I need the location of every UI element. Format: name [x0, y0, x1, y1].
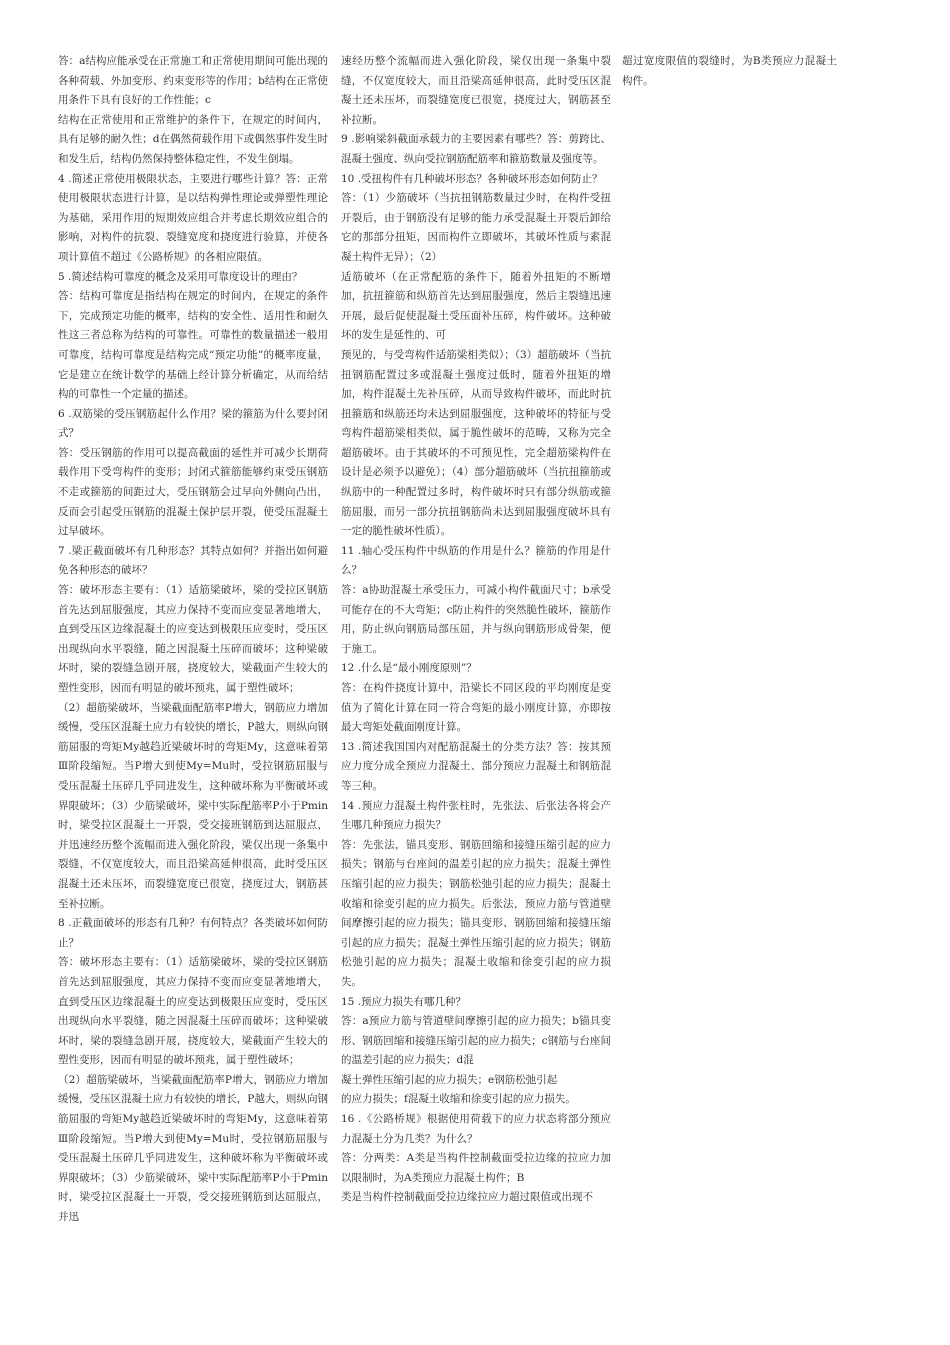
text-column-left [58, 52, 328, 1228]
paragraph: 的应力损失；f混凝土收缩和徐变引起的应力损失。 [341, 1093, 576, 1106]
paragraph: 9 .影响梁斜截面承载力的主要因素有哪些？答：剪跨比、混凝土强度、纵向受拉钢筋配筋率和箍筋数量及强度等。 [341, 133, 611, 165]
paragraph: 4 .简述正常使用极限状态，主要进行哪些计算？答：正常使用极限状态进行计算，是以结构弹性理论或弹塑性理论为基础，采用作用的短期效应组合并考虑长期效应组合的影响，对构件的抗裂、裂缝宽度和挠度进行验算，并使各项计算值不超过《公路桥规》的各相应限值。 [58, 172, 328, 263]
paragraph: 超过宽度限值的裂缝时，为B类预应力混凝土构件。 [622, 55, 837, 87]
paragraph: 8 .正截面破坏的形态有几种？有何特点？各类破坏如何防止？ [58, 917, 328, 949]
paragraph: 答：a结构应能承受在正常施工和正常使用期间可能出现的各种荷载、外加变形、约束变形等的作用；b结构在正常使用条件下具有良好的工作性能；c [58, 55, 328, 107]
text-column-right [622, 52, 837, 91]
paragraph: 7 .梁正截面破坏有几种形态？其特点如何？并指出如何避免各种形态的破坏？ [58, 544, 328, 577]
paragraph: 答：分两类：A类是当构件控制截面受拉边缘的拉应力加以限制时，为A类预应力混凝土构件；B [341, 1152, 611, 1184]
paragraph: 14 .预应力混凝土构件张柱时，先张法、后张法各将会产生哪几种预应力损失？ [341, 799, 611, 832]
paragraph: 答：破坏形态主要有：（1）适筋梁破坏，梁的受拉区钢筋首先达到屈服强度，其应力保持不变而应变显著地增大，直到受压区边缘混凝土的应变达到极限压应变时，受压区出现纵向水平裂缝，随之因混凝土压碎而破坏；这种梁破坏时，梁的裂缝急剧开展，挠度较大，梁截面产生较大的塑性变形，因而有明显的破坏预兆，属于塑性破坏； [58, 956, 328, 1067]
paragraph: 答：先张法，锚具变形、钢筋回缩和接缝压缩引起的应力损失；钢筋与台座间的温差引起的应力损失；混凝土弹性压缩引起的应力损失；钢筋松弛引起的应力损失；混凝土收缩和徐变引起的应力损失。后张法，预应力筋与管道壁间摩擦引起的应力损失；锚具变形、钢筋回缩和接缝压缩引起的应力损失；混凝土弹性压缩引起的应力损失；钢筋松弛引起的应力损失；混凝土收缩和徐变引起的应力损失。 [341, 838, 611, 988]
paragraph: 答：（1）少筋破坏（当抗扭钢筋数量过少时，在构件受扭开裂后，由于钢筋没有足够的能力承受混凝土开裂后卸给它的那部分扭矩，因而构件立即破坏，其破坏性质与素混凝土构件无异）；（2） [341, 192, 611, 263]
paragraph: 适筋破坏（在正常配筋的条件下，随着外扭矩的不断增加，抗扭箍筋和纵筋首先达到屈服强度，然后主裂缝迅速开展，最后促使混凝土受压面补压碎，构件破坏。这种破坏的发生是延性的、可 [341, 270, 611, 342]
paragraph: 10 .受扭构件有几种破坏形态？各种破坏形态如何防止？ [341, 172, 603, 185]
paragraph: 15 .预应力损失有哪几种？ [341, 995, 467, 1008]
paragraph: （2）超筋梁破坏，当梁截面配筋率P增大，钢筋应力增加缓慢，受压区混凝土应力有较快的增长，P越大，则纵向钢筋屈服的弯矩My越趋近梁破坏时的弯矩My，这意味着第Ⅲ阶段缩短。当P增大到使My=Mu时，受拉钢筋屈服与受压混凝土压碎几乎同进发生，这种破坏称为平衡破坏或界限破坏；（3）少筋梁破坏，梁中实际配筋率P小于Pmin时，梁受拉区混凝土一开裂，受交接班钢筋到达屈服点，并迅速经历整个流幅而进入强化阶段，梁仅出现一条集中裂缝，不仅宽度较大，而且沿梁高延伸很高，此时受压区混凝土还未压坏，而裂缝宽度已很宽，挠度过大，钢筋甚至补拉断。 [58, 701, 328, 910]
paragraph: 答：受压钢筋的作用可以提高截面的延性并可减少长期荷载作用下受弯构件的变形；封闭式箍筋能够约束受压钢筋不走或箍筋的间距过大，受压钢筋会过早向外侧向凸出，反而会引起受压钢筋的混凝土保护层开裂，使受压混凝土过早破坏。 [58, 446, 328, 538]
paragraph: 13 .简述我国国内对配筋混凝土的分类方法？答：按其预应力度分成全预应力混凝土、部分预应力混凝土和钢筋混等三种。 [341, 740, 611, 792]
paragraph: （2）超筋梁破坏，当梁截面配筋率P增大，钢筋应力增加缓慢，受压区混凝土应力有较快的增长，P越大，则纵向钢筋屈服的弯矩My越趋近梁破坏时的弯矩My，这意味着第Ⅲ阶段缩短。当P增大到使My=Mu时，受拉钢筋屈服与受压混凝土压碎几乎同进发生，这种破坏称为平衡破坏或界限破坏；（3）少筋梁破坏，梁中实际配筋率P小于Pmin时，梁受拉区混凝土一开裂，受交接班钢筋到达屈服点，并迅 [58, 1073, 328, 1224]
paragraph: 凝土弹性压缩引起的应力损失；e钢筋松弛引起 [341, 1073, 558, 1086]
paragraph: 16 .《公路桥规》根据使用荷载下的应力状态将部分预应力混凝土分为几类？为什么？ [341, 1113, 611, 1145]
paragraph: 5 .简述结构可靠度的概念及采用可靠度设计的理由？ [58, 270, 303, 283]
paragraph: 答：a预应力筋与管道壁间摩擦引起的应力损失；b锚具变形、钢筋回缩和接缝压缩引起的应力损失；c钢筋与台座间的温差引起的应力损失；d混 [341, 1015, 611, 1067]
paragraph: 11 .轴心受压构件中纵筋的作用是什么？箍筋的作用是什么？ [341, 544, 611, 577]
paragraph: 类是当构件控制截面受拉边缘拉应力超过限值或出现不 [341, 1191, 593, 1204]
paragraph: 预见的，与受弯构件适筋梁相类似）；（3）超筋破坏（当抗扭钢筋配置过多或混凝土强度过低时，随着外扭矩的增加，构件混凝土先补压碎，从而导致构件破坏，而此时抗扭箍筋和纵筋还均未达到屈服强度，这种破坏的特征与受弯构件超筋梁相类似，属于脆性破坏的范畴，又称为完全超筋破坏。由于其破坏的不可预见性，完全超筋梁构件在设计是必须予以避免）；（4）部分超筋破坏（当抗扭箍筋或纵筋中的一种配置过多时，构件破坏时只有部分纵筋或箍筋屈服，而另一部分抗扭钢筋尚未达到屈服强度破坏具有一定的脆性破坏性质）。 [341, 348, 611, 538]
paragraph: 答：在构件挠度计算中，沿梁长不同区段的平均刚度是变值为了简化计算在同一符合弯矩的最小刚度计算，亦即按最大弯矩处截面刚度计算。 [341, 682, 611, 734]
paragraph: 答：结构可靠度是指结构在规定的时间内，在规定的条件下，完成预定功能的概率，结构的安全性、适用性和耐久性这三者总称为结构的可靠性。可靠性的数量描述一般用可靠度，结构可靠度是结构完成“预定功能”的概率度量，它是建立在统计数学的基础上经计算分析确定，从而给结构的可靠性一个定量的描述。 [58, 290, 328, 401]
paragraph: 6 .双筋梁的受压钢筋起什么作用？梁的箍筋为什么要封闭式？ [58, 407, 328, 440]
paragraph: 答：破坏形态主要有：（1）适筋梁破坏，梁的受拉区钢筋首先达到屈服强度，其应力保持不变而应变显著地增大，直到受压区边缘混凝土的应变达到极限压应变时，受压区出现纵向水平裂缝，随之因混凝土压碎而破坏；这种梁破坏时，梁的裂缝急剧开展，挠度较大，梁截面产生较大的塑性变形，因而有明显的破坏预兆，属于塑性破坏； [58, 584, 328, 694]
paragraph: 速经历整个流幅而进入强化阶段，梁仅出现一条集中裂缝，不仅宽度较大，而且沿梁高延伸很高，此时受压区混凝土还未压坏，而裂缝宽度已很宽，挠度过大，钢筋甚至补拉断。 [341, 55, 611, 126]
paragraph: 结构在正常使用和正常维护的条件下，在规定的时间内，具有足够的耐久性；d在偶然荷载作用下或偶然事件发生时和发生后，结构仍然保持整体稳定性，不发生倒塌。 [58, 113, 328, 165]
paragraph: 答：a协助混凝土承受压力，可减小构件截面尺寸；b承受可能存在的不大弯矩；c防止构件的突然脆性破坏，箍筋作用，防止纵向钢筋局部压屈，并与纵向钢筋形成骨架，便于施工。 [341, 584, 611, 655]
paragraph: 12 .什么是“最小刚度原则”？ [341, 662, 477, 675]
text-column-middle [341, 52, 611, 1208]
